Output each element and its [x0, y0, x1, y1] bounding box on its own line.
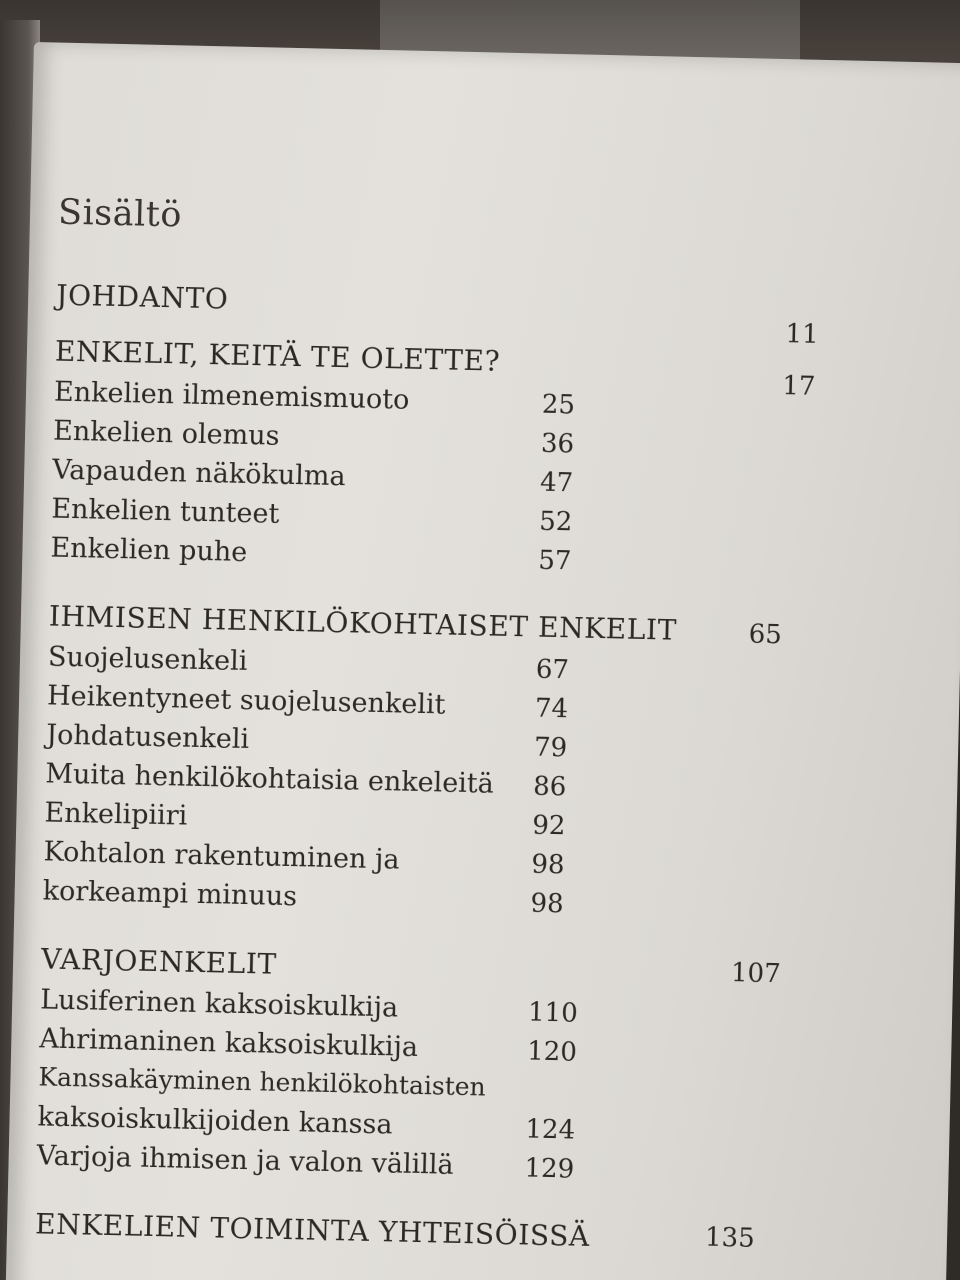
- entry-title: Vapauden näkökulma: [51, 454, 346, 493]
- entry-page-number: 86: [532, 771, 567, 803]
- entry-page-number: 74: [534, 693, 569, 725]
- entry-page-number: 52: [538, 506, 573, 538]
- entry-title: Enkelien ilmenemismuoto: [53, 376, 410, 416]
- entry-page-number: 98: [531, 849, 565, 881]
- entry-title: korkeampi minuus: [42, 875, 298, 913]
- toc-section: [42, 599, 829, 932]
- entry-page-number: 110: [527, 997, 579, 1029]
- section-page-number: 107: [730, 958, 782, 990]
- section-title: VARJOENKELIT: [40, 942, 278, 981]
- entry-title: Varjoja ihmisen ja valon välillä: [36, 1140, 455, 1181]
- entry-page-number: 124: [525, 1114, 576, 1146]
- entry-page-number: 79: [533, 732, 568, 764]
- entry-title: Johdatusenkeli: [45, 719, 250, 756]
- entry-page-number: 92: [532, 810, 566, 842]
- entry-page-number: 120: [526, 1036, 578, 1068]
- toc-section-heading: [35, 1207, 816, 1267]
- section-title: ENKELIEN TOIMINTA YHTEISÖISSÄ: [34, 1207, 591, 1253]
- entry-title: Enkelien olemus: [52, 415, 280, 452]
- page-title: Sisältö: [57, 192, 183, 236]
- entry-title: Muita henkilökohtaisia enkeleitä: [45, 758, 495, 800]
- entry-page-number: 98: [530, 888, 565, 920]
- entry-title: Enkelien tunteet: [51, 493, 280, 530]
- entry-page-number: 25: [541, 389, 576, 421]
- toc-section: [36, 942, 821, 1197]
- book-page: [5, 42, 960, 1280]
- toc-section-heading: [55, 278, 837, 350]
- entry-title: kaksoiskulkijoiden kanssa: [37, 1101, 393, 1141]
- section-page-number: 135: [704, 1222, 756, 1254]
- toc-section: [50, 335, 835, 590]
- section-title: IHMISEN HENKILÖKOHTAISET ENKELIT: [48, 599, 678, 647]
- entry-title: Kanssakäyminen henkilökohtaisten: [38, 1062, 487, 1102]
- entry-page-number: 67: [535, 654, 570, 686]
- entry-title: Heikentyneet suojelusenkelit: [46, 680, 446, 721]
- entry-page-number: 129: [524, 1153, 575, 1185]
- entry-title: Kohtalon rakentuminen ja: [43, 836, 400, 876]
- entry-title: Lusiferinen kaksoiskulkija: [39, 984, 399, 1024]
- table-of-contents: [34, 193, 838, 1280]
- section-title: ENKELIT, KEITÄ TE OLETTE?: [54, 334, 501, 378]
- section-title: JOHDANTO: [55, 278, 229, 316]
- toc-section: [55, 278, 837, 350]
- entry-title: Ahrimaninen kaksoiskulkija: [39, 1023, 419, 1063]
- toc-section: [35, 1207, 816, 1267]
- entry-page-number: 36: [540, 428, 575, 460]
- entry-page-number: 57: [538, 545, 572, 577]
- entry-page-number: 47: [539, 467, 574, 499]
- entry-title: Enkelipiiri: [44, 797, 188, 832]
- entry-title: Enkelien puhe: [50, 532, 248, 568]
- section-page-number: 65: [748, 619, 783, 651]
- section-page-number: 11: [785, 319, 819, 350]
- entry-title: Suojelusenkeli: [47, 641, 248, 677]
- section-page-number: 17: [782, 371, 816, 402]
